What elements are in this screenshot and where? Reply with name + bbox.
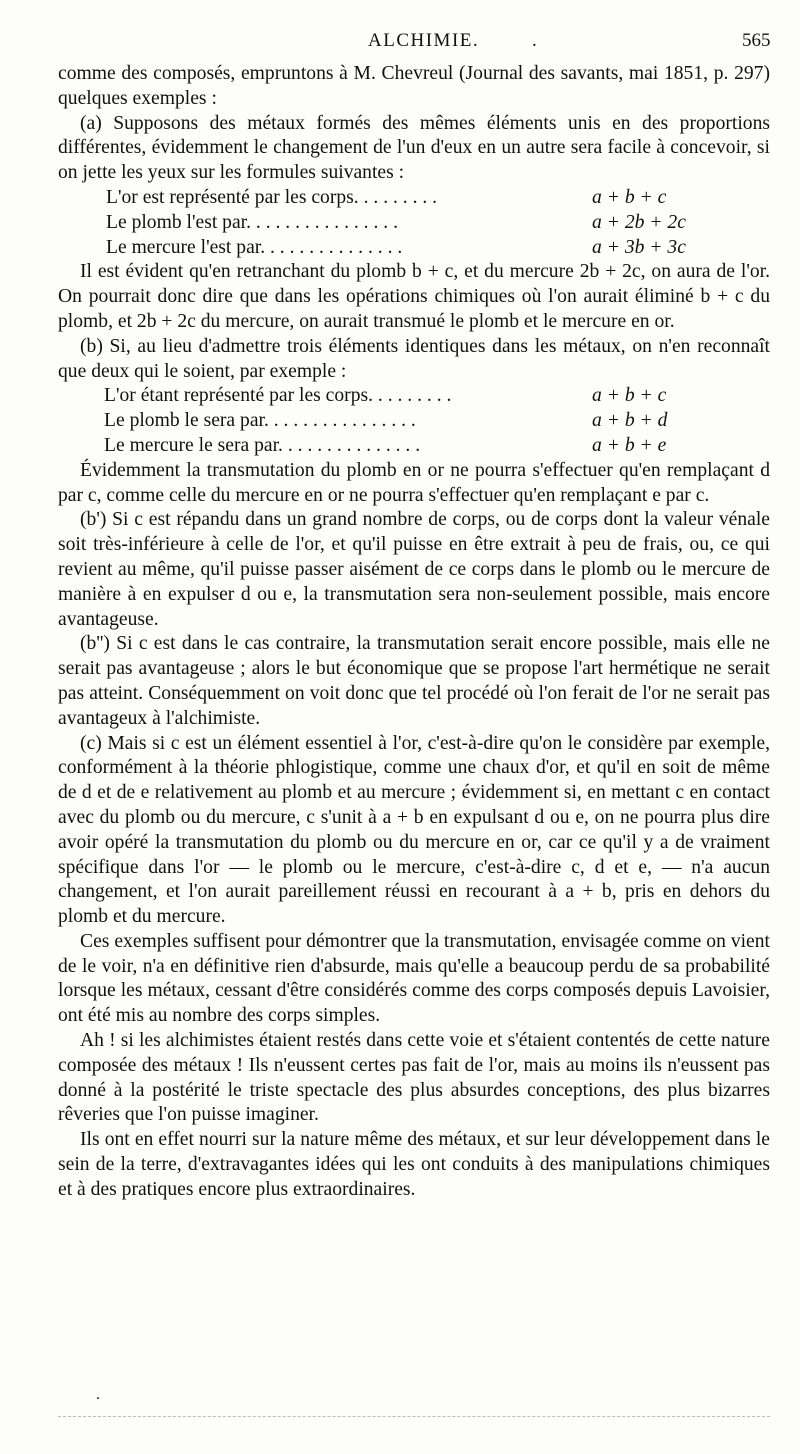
page-number: 565 bbox=[742, 30, 771, 51]
page-header bbox=[0, 30, 800, 56]
formula-label: Le mercure l'est par. . . . . . . . . . . . . . . bbox=[106, 236, 403, 258]
formula-label: L'or étant représenté par les corps. . . . . . . . . bbox=[104, 385, 452, 407]
footer-rule bbox=[58, 1416, 770, 1417]
formula-row bbox=[104, 434, 770, 459]
header-dot: . bbox=[532, 30, 537, 51]
formula-row bbox=[106, 186, 770, 211]
formula-expression: a + b + c bbox=[592, 186, 667, 208]
formula-row bbox=[106, 236, 770, 261]
paragraph-d: Ces exemples suffisent pour démontrer que la transmutation, envisagée comme on vient de le voir, n'a en définitive rien d'absurde, mais qu'elle a beaucoup perdu de sa probabilité lorsque les métaux, cessant d'être considérés comme des corps composés depuis Lavoisier, ont été mis au nombre des corps simples. bbox=[58, 930, 770, 1027]
paragraph-b-prime: (b') Si c est répandu dans un grand nombre de corps, ou de corps dont la valeur vénale soit très-inférieure à celle de l'or, et qu'il puisse en être extrait à peu de frais, ou, ce qui revient au même, qu'il puisse passer aisément de ce corps dans le plomb ou le mercure de manière à en expulser d ou e, la transmutation sera non-seulement possible, mais encore avantageuse. bbox=[58, 509, 770, 630]
formula-list-a bbox=[58, 186, 770, 260]
formula-label: Le plomb le sera par. . . . . . . . . . . . . . . . bbox=[104, 410, 416, 432]
paragraph-e: Ah ! si les alchimistes étaient restés dans cette voie et s'étaient contentés de cette nature composée des métaux ! Ils n'eussent certes pas fait de l'or, mais au moins ils n'eussent pas donné à la postérité le triste spectacle des plus absurdes conceptions, des plus bizarres rêveries que l'on puisse imaginer. bbox=[58, 1030, 770, 1126]
paragraph-b-conclusion: Évidemment la transmutation du plomb en or ne pourra s'effectuer qu'en remplaçant d par c, comme celle du mercure en or ne pourra s'effectuer qu'en remplaçant e par c. bbox=[58, 459, 770, 506]
paragraph-intro: comme des composés, empruntons à M. Chevreul (Journal des savants, mai 1851, p. 297) quelques exemples : bbox=[58, 63, 770, 109]
paragraph-f: Ils ont en effet nourri sur la nature même des métaux, et sur leur développement dans le sein de la terre, d'extravagantes idées qui les ont conduits à des manipulations chimiques et à des pratiques encore plus extraordinaires. bbox=[58, 1129, 770, 1200]
formula-label: L'or est représenté par les corps. . . . . . . . . bbox=[106, 186, 438, 208]
paragraph-a: (a) Supposons des métaux formés des mêmes éléments unis en des proportions différentes, évidemment le changement de l'un d'eux en un autre sera facile à concevoir, si on jette les yeux sur les formules suivantes : bbox=[58, 112, 770, 184]
formula-expression: a + 3b + 3c bbox=[592, 236, 686, 258]
paragraph-b: (b) Si, au lieu d'admettre trois éléments identiques dans les métaux, on n'en reconnaît que deux qui le soient, par exemple : bbox=[58, 335, 770, 382]
formula-expression: a + b + d bbox=[592, 410, 668, 432]
formula-row bbox=[104, 384, 770, 409]
paragraph-a-conclusion: Il est évident qu'en retranchant du plomb b + c, et du mercure 2b + 2c, on aura de l'or. On pourrait donc dire que dans les opérations chimiques où l'on aurait éliminé b + c du plomb, et 2b + 2c du mercure, on aurait transmué le plomb et le mercure en or. bbox=[58, 261, 770, 332]
running-title: ALCHIMIE. bbox=[368, 30, 480, 51]
formula-label: Le mercure le sera par. . . . . . . . . . . . . . . bbox=[104, 434, 421, 456]
paragraph-c: (c) Mais si c est un élément essentiel à l'or, c'est-à-dire qu'on le considère par exemple, conformément à la théorie phlogistique, comme une chaux d'or, et qu'il en soit de même de d et de e relativement au plomb et au mercure ; évidemment si, en mettant c en contact avec du plomb ou du mercure, c s'unit à a + b en expulsant d ou e, on ne pourra plus dire avoir opéré la transmutation du plomb ou du mercure en or, car ce qu'il y a de vraiment spécifique dans l'or — le plomb ou le mercure, c'est-à-dire c, d et e, — n'a aucun changement, et l'on aurait pareillement réussi en recourant à a + b, pris en dehors du plomb et du mercure. bbox=[58, 732, 770, 928]
formula-row bbox=[106, 211, 770, 236]
formula-label: Le plomb l'est par. . . . . . . . . . . . . . . . bbox=[106, 211, 398, 233]
formula-expression: a + 2b + 2c bbox=[592, 211, 686, 233]
formula-list-b bbox=[58, 384, 770, 458]
formula-row bbox=[104, 409, 770, 434]
formula-expression: a + b + e bbox=[592, 434, 667, 456]
formula-expression: a + b + c bbox=[592, 385, 667, 407]
footer-dot: . bbox=[96, 1386, 100, 1403]
body-text bbox=[58, 62, 770, 1203]
paragraph-b-second: (b'') Si c est dans le cas contraire, la transmutation serait encore possible, mais elle ne serait pas avantageuse ; alors le but économique que se propose l'art hermétique ne serait pas atteint. Conséquemment on voit donc que tel procédé où l'on ferait de l'or ne serait pas avantageux à l'alchimiste. bbox=[58, 633, 770, 729]
